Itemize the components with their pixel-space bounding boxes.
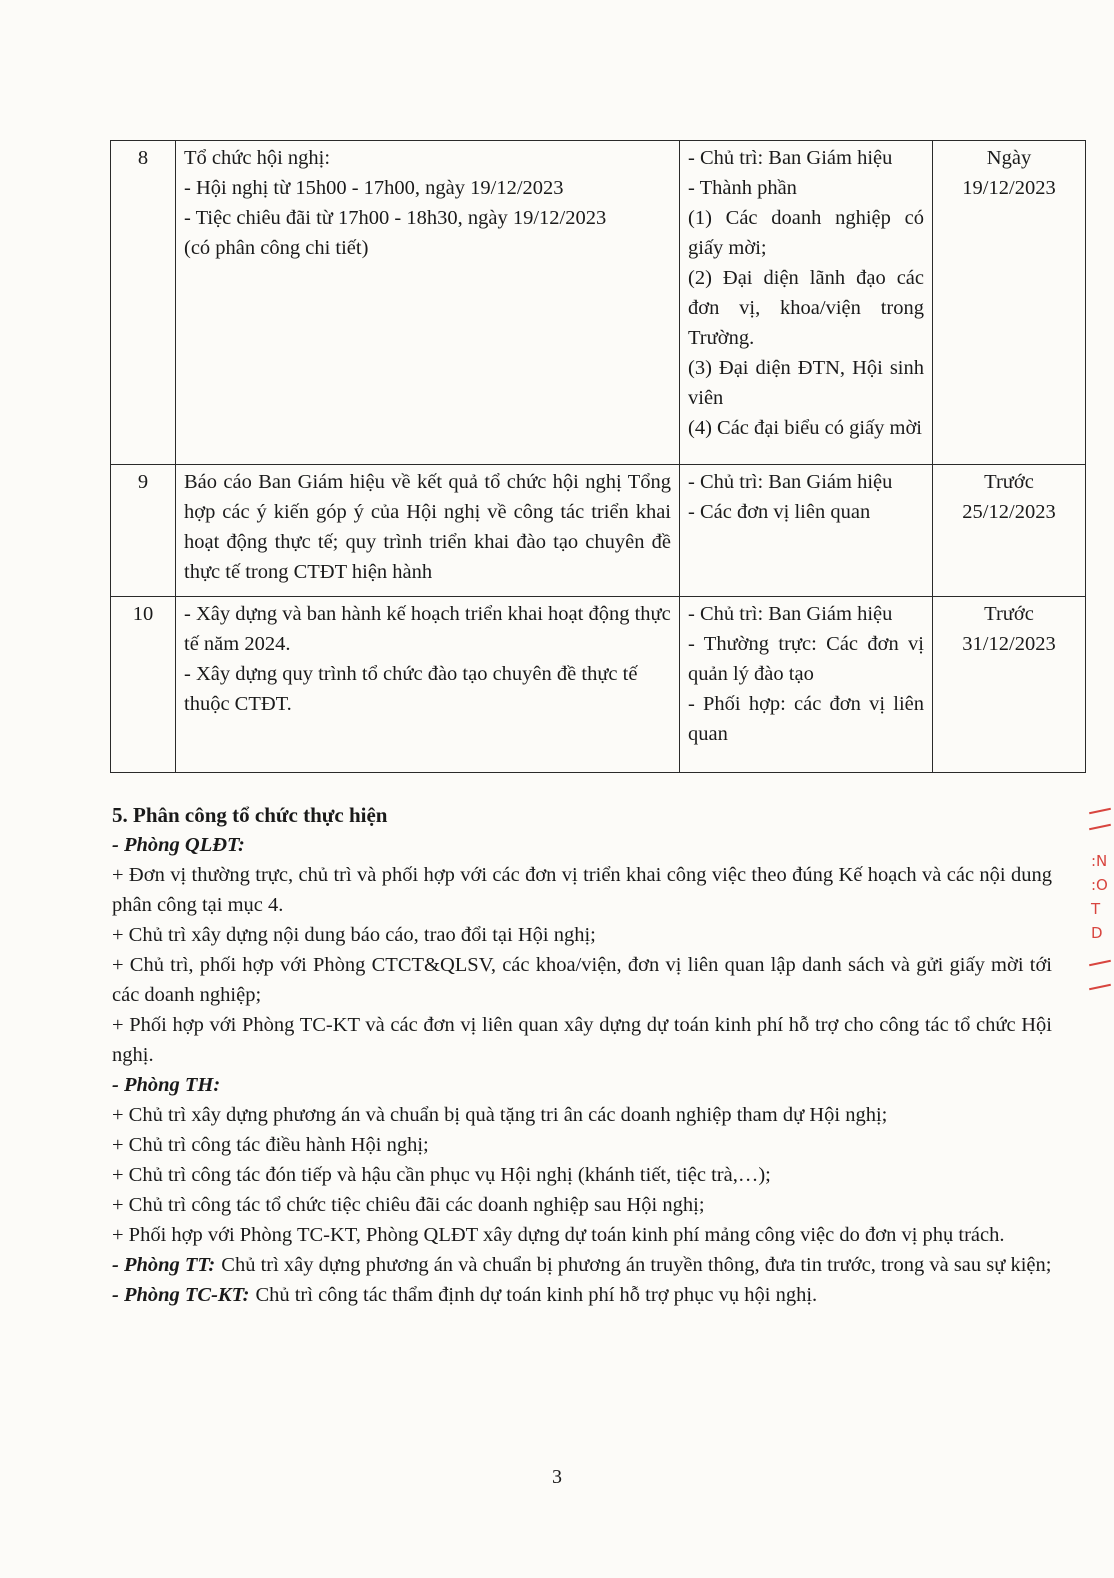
unit-title-th: - Phòng TH:: [112, 1074, 221, 1096]
unit-paragraph-tckt: [112, 1280, 1052, 1310]
list-item: + Phối hợp với Phòng TC-KT, Phòng QLĐT xây dựng dự toán kinh phí mảng công việc do đơn vị phụ trách.: [112, 1224, 1005, 1246]
stamp-letter: :N: [1091, 852, 1108, 870]
unit-paragraph-tt: [112, 1250, 1052, 1280]
responsible-line: - Thường trực: Các đơn vị quản lý đào tạo: [688, 633, 924, 685]
time-label: Trước: [984, 471, 1034, 493]
task-cell: [176, 597, 680, 773]
responsible-line: - Chủ trì: Ban Giám hiệu: [688, 603, 893, 625]
list-item: + Chủ trì xây dựng nội dung báo cáo, trao đổi tại Hội nghị;: [112, 924, 596, 946]
responsible-line: - Chủ trì: Ban Giám hiệu: [688, 147, 893, 169]
stamp-line: [1089, 984, 1111, 991]
responsible-line: - Chủ trì: Ban Giám hiệu: [688, 471, 893, 493]
task-line: - Xây dựng quy trình tổ chức đào tạo chuyên đề thực tế thuộc CTĐT.: [184, 663, 638, 715]
unit-title-qldt: - Phòng QLĐT:: [112, 834, 245, 856]
stamp-line: [1089, 824, 1111, 831]
task-line: - Hội nghị từ 15h00 - 17h00, ngày 19/12/2023: [184, 177, 564, 199]
stamp-letter: :O: [1091, 876, 1108, 894]
row-number: 8: [111, 141, 176, 465]
time-date: 31/12/2023: [962, 633, 1056, 655]
table-row: [111, 141, 1086, 465]
table-row: [111, 465, 1086, 597]
time-cell: [933, 465, 1086, 597]
stamp-letter: T: [1091, 900, 1101, 918]
time-label: Trước: [984, 603, 1034, 625]
task-line: (có phân công chi tiết): [184, 237, 369, 259]
unit-title-tt: - Phòng TT:: [112, 1254, 216, 1276]
responsible-line: (2) Đại diện lãnh đạo các đơn vị, khoa/viện trong Trường.: [688, 267, 924, 349]
table-row: [111, 597, 1086, 773]
responsible-cell: [680, 465, 933, 597]
stamp-line: [1089, 808, 1111, 815]
unit-text-tckt: Chủ trì công tác thẩm định dự toán kinh phí hỗ trợ phục vụ hội nghị.: [255, 1284, 818, 1306]
responsible-cell: [680, 141, 933, 465]
list-item: + Chủ trì công tác tổ chức tiệc chiêu đãi các doanh nghiệp sau Hội nghị;: [112, 1194, 705, 1216]
responsible-line: - Các đơn vị liên quan: [688, 501, 871, 523]
task-cell: [176, 141, 680, 465]
list-item: + Chủ trì công tác điều hành Hội nghị;: [112, 1134, 429, 1156]
stamp-line: [1089, 960, 1111, 967]
time-date: 25/12/2023: [962, 501, 1056, 523]
responsible-line: (4) Các đại biểu có giấy mời: [688, 417, 922, 439]
responsible-cell: [680, 597, 933, 773]
responsible-line: (1) Các doanh nghiệp có giấy mời;: [688, 207, 924, 259]
row-number: 10: [111, 597, 176, 773]
list-item: + Chủ trì, phối hợp với Phòng CTCT&QLSV, các khoa/viện, đơn vị liên quan lập danh sách và gửi giấy mời tới các doanh nghiệp;: [112, 954, 1052, 1006]
unit-text-tt: Chủ trì xây dựng phương án và chuẩn bị phương án truyền thông, đưa tin trước, trong và sau sự kiện;: [221, 1254, 1052, 1276]
list-item: + Chủ trì xây dựng phương án và chuẩn bị quà tặng tri ân các doanh nghiệp tham dự Hội nghị;: [112, 1104, 888, 1126]
task-line: Tổ chức hội nghị:: [184, 147, 331, 169]
task-line: Báo cáo Ban Giám hiệu về kết quả tổ chức hội nghị Tổng hợp các ý kiến góp ý của Hội nghị về công tác triển khai hoạt động thực tế; quy trình triển khai đào tạo chuyên đề thực tế trong CTĐT hiện hành: [184, 471, 671, 583]
list-item: + Đơn vị thường trực, chủ trì và phối hợp với các đơn vị triển khai công việc theo đúng Kế hoạch và các nội dung phân công tại mục 4.: [112, 864, 1052, 916]
row-number: 9: [111, 465, 176, 597]
time-date: 19/12/2023: [962, 177, 1056, 199]
list-item: + Chủ trì công tác đón tiếp và hậu cần phục vụ Hội nghị (khánh tiết, tiệc trà,…);: [112, 1164, 771, 1186]
page-number: 3: [552, 1466, 562, 1488]
unit-title-tckt: - Phòng TC-KT:: [112, 1284, 250, 1306]
plan-table: [110, 140, 1086, 773]
responsible-line: - Thành phần: [688, 177, 797, 199]
list-item: + Phối hợp với Phòng TC-KT và các đơn vị liên quan xây dựng dự toán kinh phí hỗ trợ cho công tác tổ chức Hội nghị.: [112, 1014, 1052, 1066]
time-cell: [933, 141, 1086, 465]
responsible-line: - Phối hợp: các đơn vị liên quan: [688, 693, 924, 745]
responsible-line: (3) Đại diện ĐTN, Hội sinh viên: [688, 357, 924, 409]
task-line: - Xây dựng và ban hành kế hoạch triển khai hoạt động thực tế năm 2024.: [184, 603, 671, 655]
time-cell: [933, 597, 1086, 773]
time-label: Ngày: [986, 147, 1032, 169]
section-5: [112, 800, 1052, 1310]
section-heading: 5. Phân công tổ chức thực hiện: [112, 803, 388, 827]
task-line: - Tiệc chiêu đãi từ 17h00 - 18h30, ngày 19/12/2023: [184, 207, 607, 229]
stamp-letter: D: [1091, 924, 1103, 942]
red-stamp-fragment: [1083, 800, 1114, 1010]
task-cell: [176, 465, 680, 597]
